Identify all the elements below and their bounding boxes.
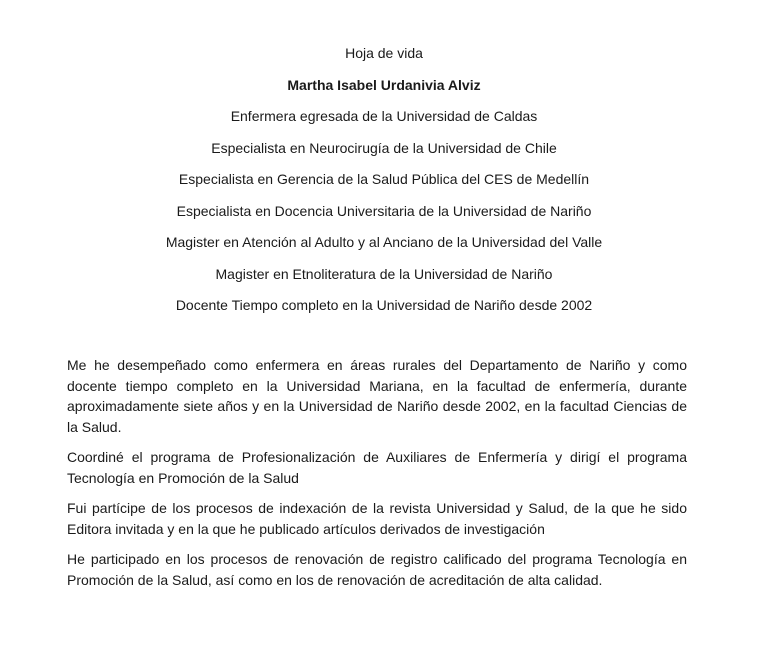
paragraph-accreditation: He participado en los procesos de renovación de registro calificado del programa Tecnología en Promoción de la Salud, así como en los de renovación de acreditación de alta calidad. bbox=[67, 551, 687, 588]
credential-line: Especialista en Neurocirugía de la Universidad de Chile bbox=[211, 139, 557, 156]
credential-line: Magister en Atención al Adulto y al Anciano de la Universidad del Valle bbox=[165, 234, 603, 250]
credential-line: Enfermera egresada de la Universidad de Caldas bbox=[230, 108, 538, 124]
person-name: Martha Isabel Urdanivia Alviz bbox=[287, 76, 481, 93]
cv-header bbox=[0, 38, 768, 322]
document-heading: Hoja de vida bbox=[345, 45, 423, 61]
credential-line: Docente Tiempo completo en la Universidad de Nariño desde 2002 bbox=[175, 297, 593, 313]
credential-line: Especialista en Gerencia de la Salud Pública del CES de Medellín bbox=[178, 171, 590, 187]
paragraph-indexing: Fui partícipe de los procesos de indexación de la revista Universidad y Salud, de la que he sido Editora invitada y en la que he publicado artículos derivados de investigación bbox=[67, 500, 687, 537]
paragraph-coordination: Coordiné el programa de Profesionalización de Auxiliares de Enfermería y dirigí el programa Tecnología en Promoción de la Salud bbox=[67, 449, 687, 486]
paragraph-experience: Me he desempeñado como enfermera en áreas rurales del Departamento de Nariño y como docente tiempo completo en la Universidad Mariana, en la facultad de enfermería, durante aproximadamente siete años y en la Universidad de Nariño desde 2002, en la facultad Ciencias de la Salud. bbox=[67, 357, 687, 435]
credential-line: Especialista en Docencia Universitaria de la Universidad de Nariño bbox=[176, 202, 592, 219]
cv-body bbox=[67, 355, 687, 600]
credential-line: Magister en Etnoliteratura de la Universidad de Nariño bbox=[215, 265, 553, 282]
